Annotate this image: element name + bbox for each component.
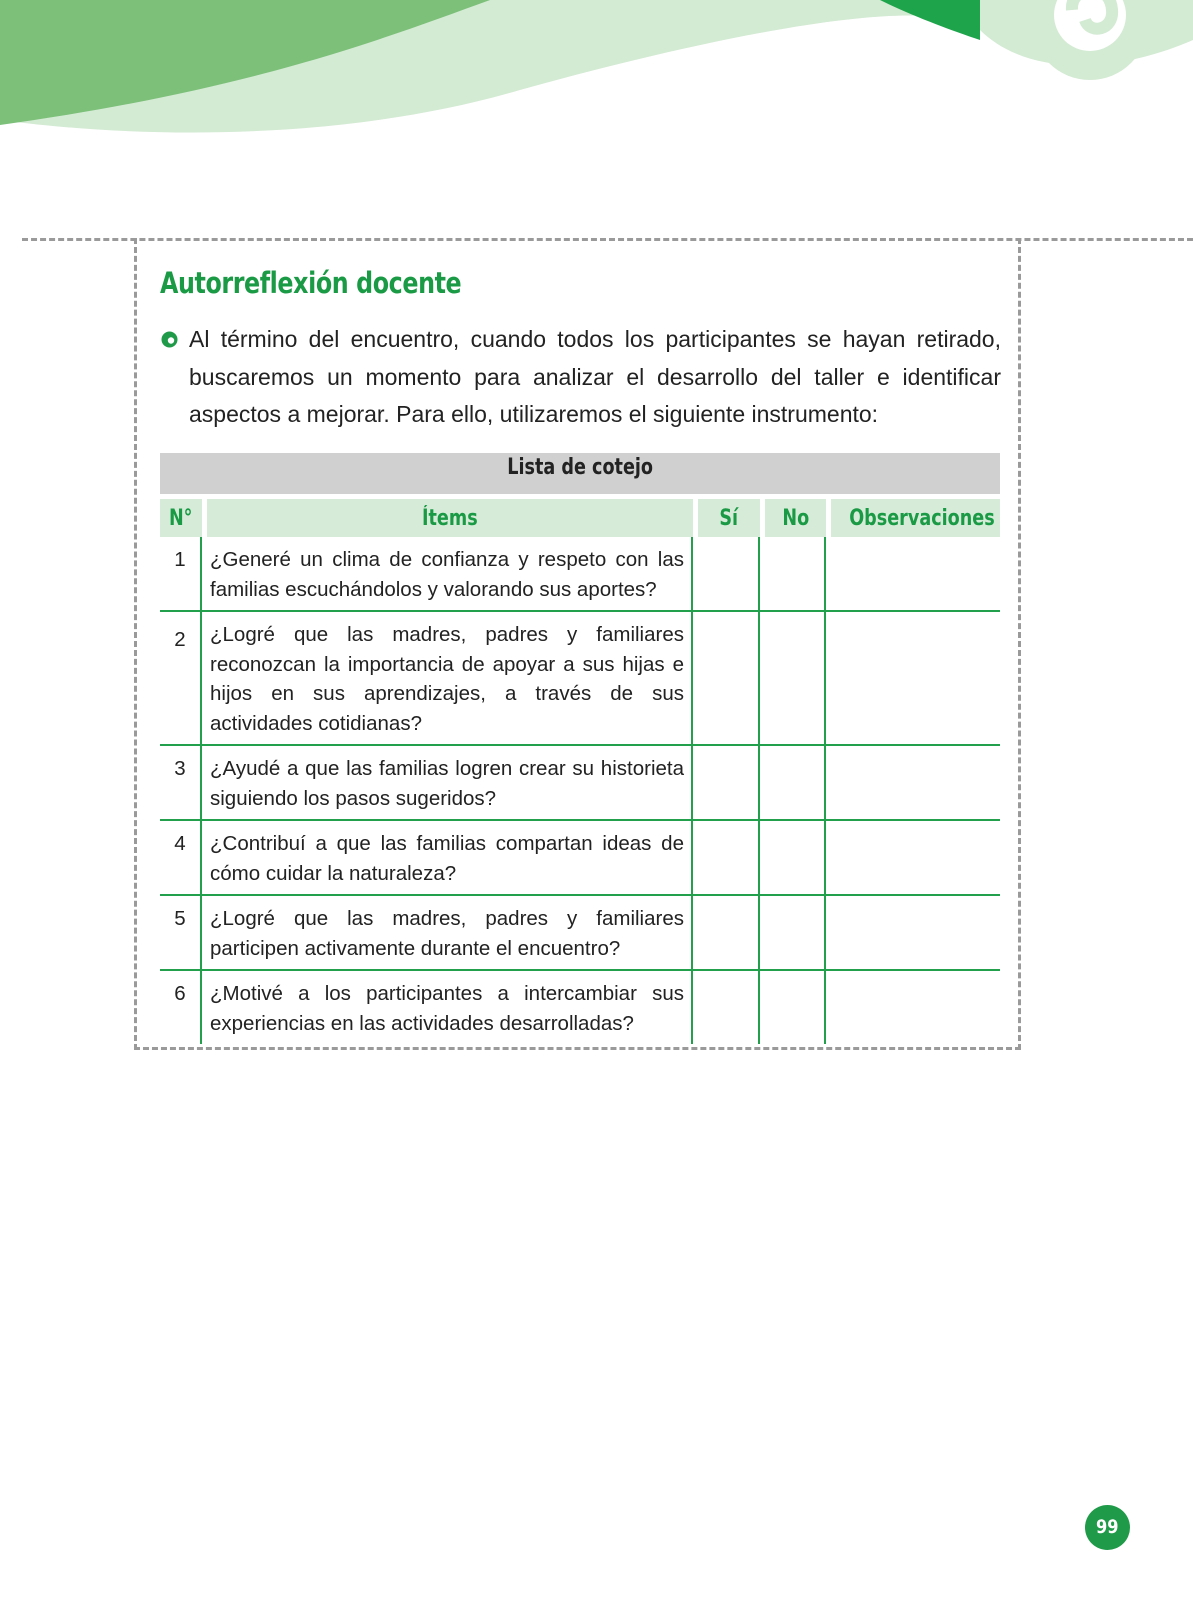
header-no: No	[760, 499, 826, 537]
row-item-text: ¿Ayudé a que las familias logren crear su historieta siguiendo los pasos sugeridos?	[202, 746, 693, 821]
observations-cell[interactable]	[826, 537, 1000, 612]
table-row	[160, 821, 1000, 896]
no-checkbox-cell[interactable]	[760, 896, 826, 971]
observations-cell[interactable]	[826, 971, 1000, 1044]
yes-checkbox-cell[interactable]	[693, 537, 760, 612]
yes-checkbox-cell[interactable]	[693, 612, 760, 746]
header-number: N°	[160, 499, 202, 537]
header-yes: Sí	[693, 499, 760, 537]
row-item-text: ¿Generé un clima de confianza y respeto con las familias escuchándolos y valorando sus aportes?	[202, 537, 693, 612]
row-number: 5	[160, 896, 202, 971]
header-wave-decoration	[0, 0, 1193, 150]
row-number: 4	[160, 821, 202, 896]
no-checkbox-cell[interactable]	[760, 821, 826, 896]
observations-cell[interactable]	[826, 821, 1000, 896]
checklist-caption	[160, 453, 1000, 494]
no-checkbox-cell[interactable]	[760, 971, 826, 1044]
header-items: Ítems	[202, 499, 693, 537]
table-row	[160, 971, 1000, 1044]
table-row	[160, 537, 1000, 612]
header-observations: Observaciones	[826, 499, 1000, 537]
no-checkbox-cell[interactable]	[760, 537, 826, 612]
observations-cell[interactable]	[826, 612, 1000, 746]
checklist-table	[160, 453, 1000, 1044]
row-number: 6	[160, 971, 202, 1044]
row-number: 3	[160, 746, 202, 821]
table-row	[160, 612, 1000, 746]
yes-checkbox-cell[interactable]	[693, 971, 760, 1044]
row-item-text: ¿Motivé a los participantes a intercambiar sus experiencias en las actividades desarrolladas?	[202, 971, 693, 1044]
observations-cell[interactable]	[826, 746, 1000, 821]
green-circle-bullet-icon	[161, 331, 178, 348]
no-checkbox-cell[interactable]	[760, 612, 826, 746]
section-title: Autorreflexión docente	[160, 266, 462, 300]
page-number-badge	[1085, 1505, 1130, 1550]
yes-checkbox-cell[interactable]	[693, 821, 760, 896]
checklist-caption-text: Lista de cotejo	[507, 455, 653, 480]
row-number: 1	[160, 537, 202, 612]
yes-checkbox-cell[interactable]	[693, 896, 760, 971]
table-row	[160, 746, 1000, 821]
intro-paragraph: Al término del encuentro, cuando todos los participantes se hayan retirado, buscaremos un momento para analizar el desarrollo del taller e identificar aspectos a mejorar. Para ello, utilizaremos el siguiente instrumento:	[189, 326, 1001, 427]
yes-checkbox-cell[interactable]	[693, 746, 760, 821]
no-checkbox-cell[interactable]	[760, 746, 826, 821]
table-row	[160, 896, 1000, 971]
row-item-text: ¿Logré que las madres, padres y familiares reconozcan la importancia de apoyar a sus hijas e hijos en sus aprendizajes, a través de sus actividades cotidianas?	[202, 612, 693, 746]
observations-cell[interactable]	[826, 896, 1000, 971]
row-number: 2	[160, 612, 202, 746]
page-number: 99	[1096, 1516, 1119, 1538]
row-item-text: ¿Contribuí a que las familias compartan ideas de cómo cuidar la naturaleza?	[202, 821, 693, 896]
row-item-text: ¿Logré que las madres, padres y familiares participen activamente durante el encuentro?	[202, 896, 693, 971]
